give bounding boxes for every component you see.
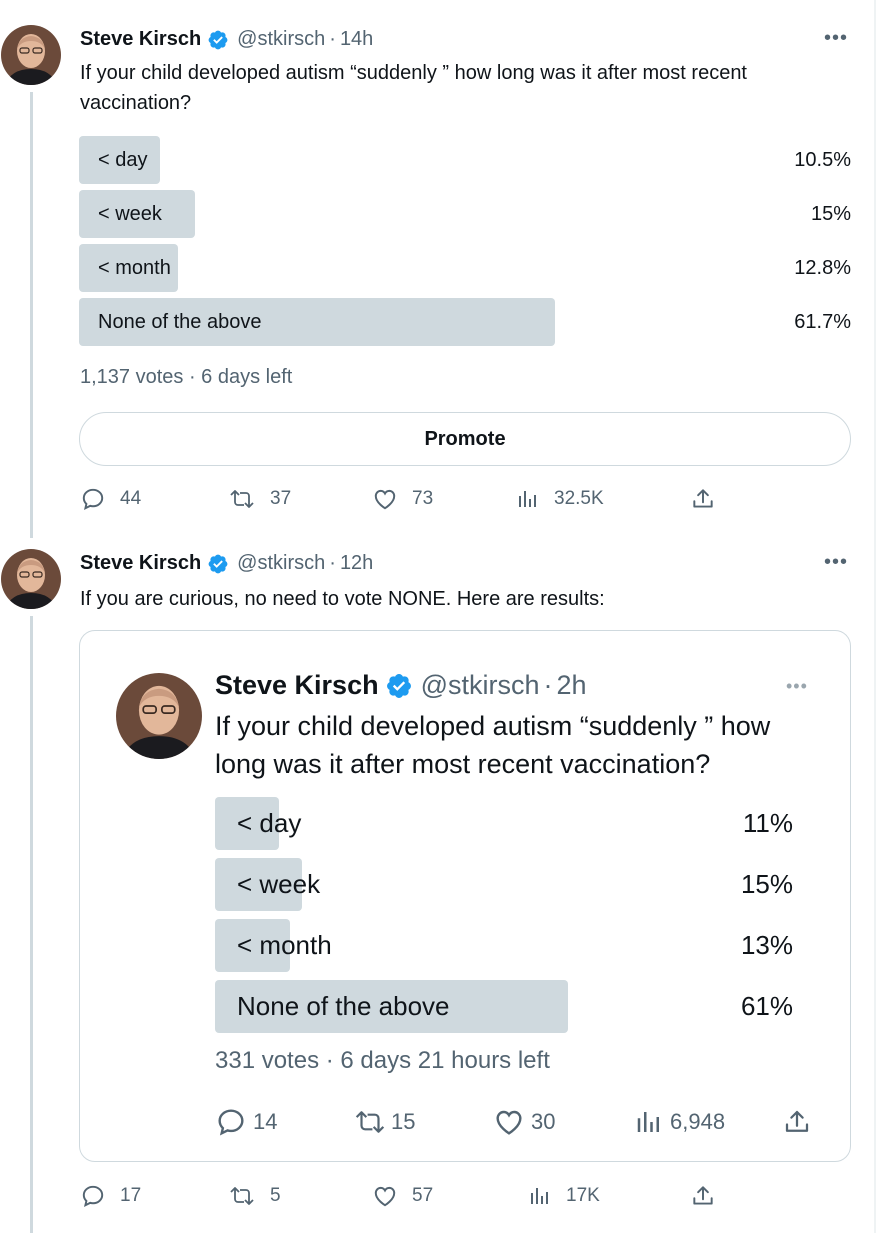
repost-icon bbox=[353, 1106, 387, 1138]
poll-option-label: None of the above bbox=[98, 311, 262, 333]
repost-count: 15 bbox=[391, 1109, 416, 1134]
like-button[interactable] bbox=[372, 1183, 433, 1209]
timestamp[interactable]: 14h bbox=[339, 28, 374, 50]
view-count: 17K bbox=[566, 1185, 600, 1206]
thread-connector bbox=[30, 92, 33, 538]
reply-icon bbox=[80, 1183, 106, 1209]
views-icon bbox=[634, 1106, 664, 1138]
views-icon bbox=[528, 1183, 552, 1209]
poll-option-label: < month bbox=[237, 930, 332, 960]
poll-option-percent: 10.5% bbox=[794, 149, 851, 171]
poll-option bbox=[79, 136, 851, 184]
reply-count: 14 bbox=[253, 1109, 278, 1134]
timestamp[interactable]: 2h bbox=[556, 670, 587, 700]
separator-dot: · bbox=[543, 670, 553, 700]
poll-option-label: < day bbox=[98, 149, 148, 171]
poll-option bbox=[79, 190, 851, 238]
reply-button[interactable] bbox=[80, 1183, 141, 1209]
poll-option bbox=[79, 298, 851, 346]
quoted-tweet-header bbox=[215, 670, 587, 701]
like-icon bbox=[493, 1106, 525, 1138]
repost-button[interactable] bbox=[228, 1183, 281, 1209]
reply-count: 17 bbox=[120, 1185, 142, 1206]
poll-option-percent: 15% bbox=[810, 203, 851, 225]
poll-option-percent: 15% bbox=[740, 869, 793, 899]
like-button[interactable] bbox=[372, 486, 433, 512]
like-count: 30 bbox=[531, 1109, 556, 1134]
views-button[interactable] bbox=[528, 1183, 600, 1209]
share-icon bbox=[690, 486, 716, 512]
tweet-header bbox=[80, 28, 373, 51]
poll-option-percent: 61% bbox=[740, 991, 793, 1021]
avatar[interactable] bbox=[1, 25, 61, 85]
like-button[interactable] bbox=[493, 1106, 555, 1138]
author-handle[interactable]: @stkirsch bbox=[237, 28, 326, 50]
author-handle[interactable]: @stkirsch bbox=[237, 552, 326, 574]
view-count: 32.5K bbox=[554, 488, 604, 509]
more-icon[interactable]: ••• bbox=[786, 676, 808, 696]
views-button[interactable] bbox=[516, 486, 604, 512]
author-handle[interactable]: @stkirsch bbox=[420, 670, 540, 700]
like-icon bbox=[372, 1183, 398, 1209]
verified-badge-icon bbox=[385, 672, 413, 700]
poll-option-percent: 61.7% bbox=[794, 311, 851, 333]
reply-count: 44 bbox=[120, 488, 142, 509]
avatar[interactable] bbox=[1, 549, 61, 609]
poll-option bbox=[215, 919, 793, 972]
separator-dot: · bbox=[329, 552, 336, 574]
share-icon bbox=[690, 1183, 716, 1209]
poll-option-label: < week bbox=[237, 869, 321, 899]
author-name[interactable]: Steve Kirsch bbox=[215, 670, 379, 700]
poll-option-percent: 12.8% bbox=[794, 257, 851, 279]
author-name[interactable]: Steve Kirsch bbox=[80, 552, 202, 574]
reply-button[interactable] bbox=[80, 486, 141, 512]
share-button[interactable] bbox=[690, 1183, 730, 1209]
like-count: 73 bbox=[412, 488, 434, 509]
repost-icon bbox=[228, 486, 256, 512]
reply-button[interactable] bbox=[215, 1106, 277, 1138]
repost-button[interactable] bbox=[353, 1106, 415, 1138]
reply-icon bbox=[80, 486, 106, 512]
poll-summary: 331 votes · 6 days 21 hours left bbox=[215, 1047, 550, 1074]
poll-summary: 1,137 votes · 6 days left bbox=[80, 366, 293, 388]
quoted-tweet-text: If your child developed autism “suddenly ” how long was it after most recent vaccination? bbox=[215, 711, 771, 779]
timestamp[interactable]: 12h bbox=[339, 552, 374, 574]
poll-option-percent: 11% bbox=[742, 808, 793, 838]
repost-count: 37 bbox=[270, 488, 292, 509]
repost-count: 5 bbox=[270, 1185, 281, 1206]
tweet-text: If your child developed autism “suddenly ” how long was it after most recent vaccination? bbox=[80, 62, 747, 114]
share-button[interactable] bbox=[690, 486, 730, 512]
poll-option bbox=[79, 244, 851, 292]
tweet-header bbox=[80, 552, 373, 575]
view-count: 6,948 bbox=[670, 1109, 726, 1134]
repost-button[interactable] bbox=[228, 486, 291, 512]
poll-option-percent: 13% bbox=[740, 930, 793, 960]
poll-option bbox=[215, 858, 793, 911]
avatar[interactable] bbox=[116, 673, 202, 759]
reply-icon bbox=[215, 1106, 247, 1138]
tweet-text: If you are curious, no need to vote NONE. Here are results: bbox=[80, 588, 605, 610]
more-icon[interactable]: ••• bbox=[824, 551, 849, 573]
separator-dot: · bbox=[329, 28, 336, 50]
poll-option bbox=[215, 797, 793, 850]
share-button[interactable] bbox=[782, 1106, 826, 1138]
like-count: 57 bbox=[412, 1185, 434, 1206]
poll-option bbox=[215, 980, 793, 1033]
more-icon[interactable]: ••• bbox=[824, 27, 849, 49]
like-icon bbox=[372, 486, 398, 512]
views-icon bbox=[516, 486, 540, 512]
poll-option-label: < month bbox=[98, 257, 171, 279]
author-name[interactable]: Steve Kirsch bbox=[80, 28, 202, 50]
poll-option-label: < day bbox=[237, 808, 302, 838]
poll-option-label: None of the above bbox=[237, 991, 450, 1021]
poll-option-label: < week bbox=[98, 203, 162, 225]
promote-button[interactable]: Promote bbox=[79, 412, 851, 466]
repost-icon bbox=[228, 1183, 256, 1209]
verified-badge-icon bbox=[207, 553, 229, 575]
views-button[interactable] bbox=[634, 1106, 725, 1138]
thread-connector bbox=[30, 616, 33, 1233]
share-icon bbox=[782, 1106, 812, 1138]
verified-badge-icon bbox=[207, 29, 229, 51]
timeline-border bbox=[874, 0, 876, 1233]
